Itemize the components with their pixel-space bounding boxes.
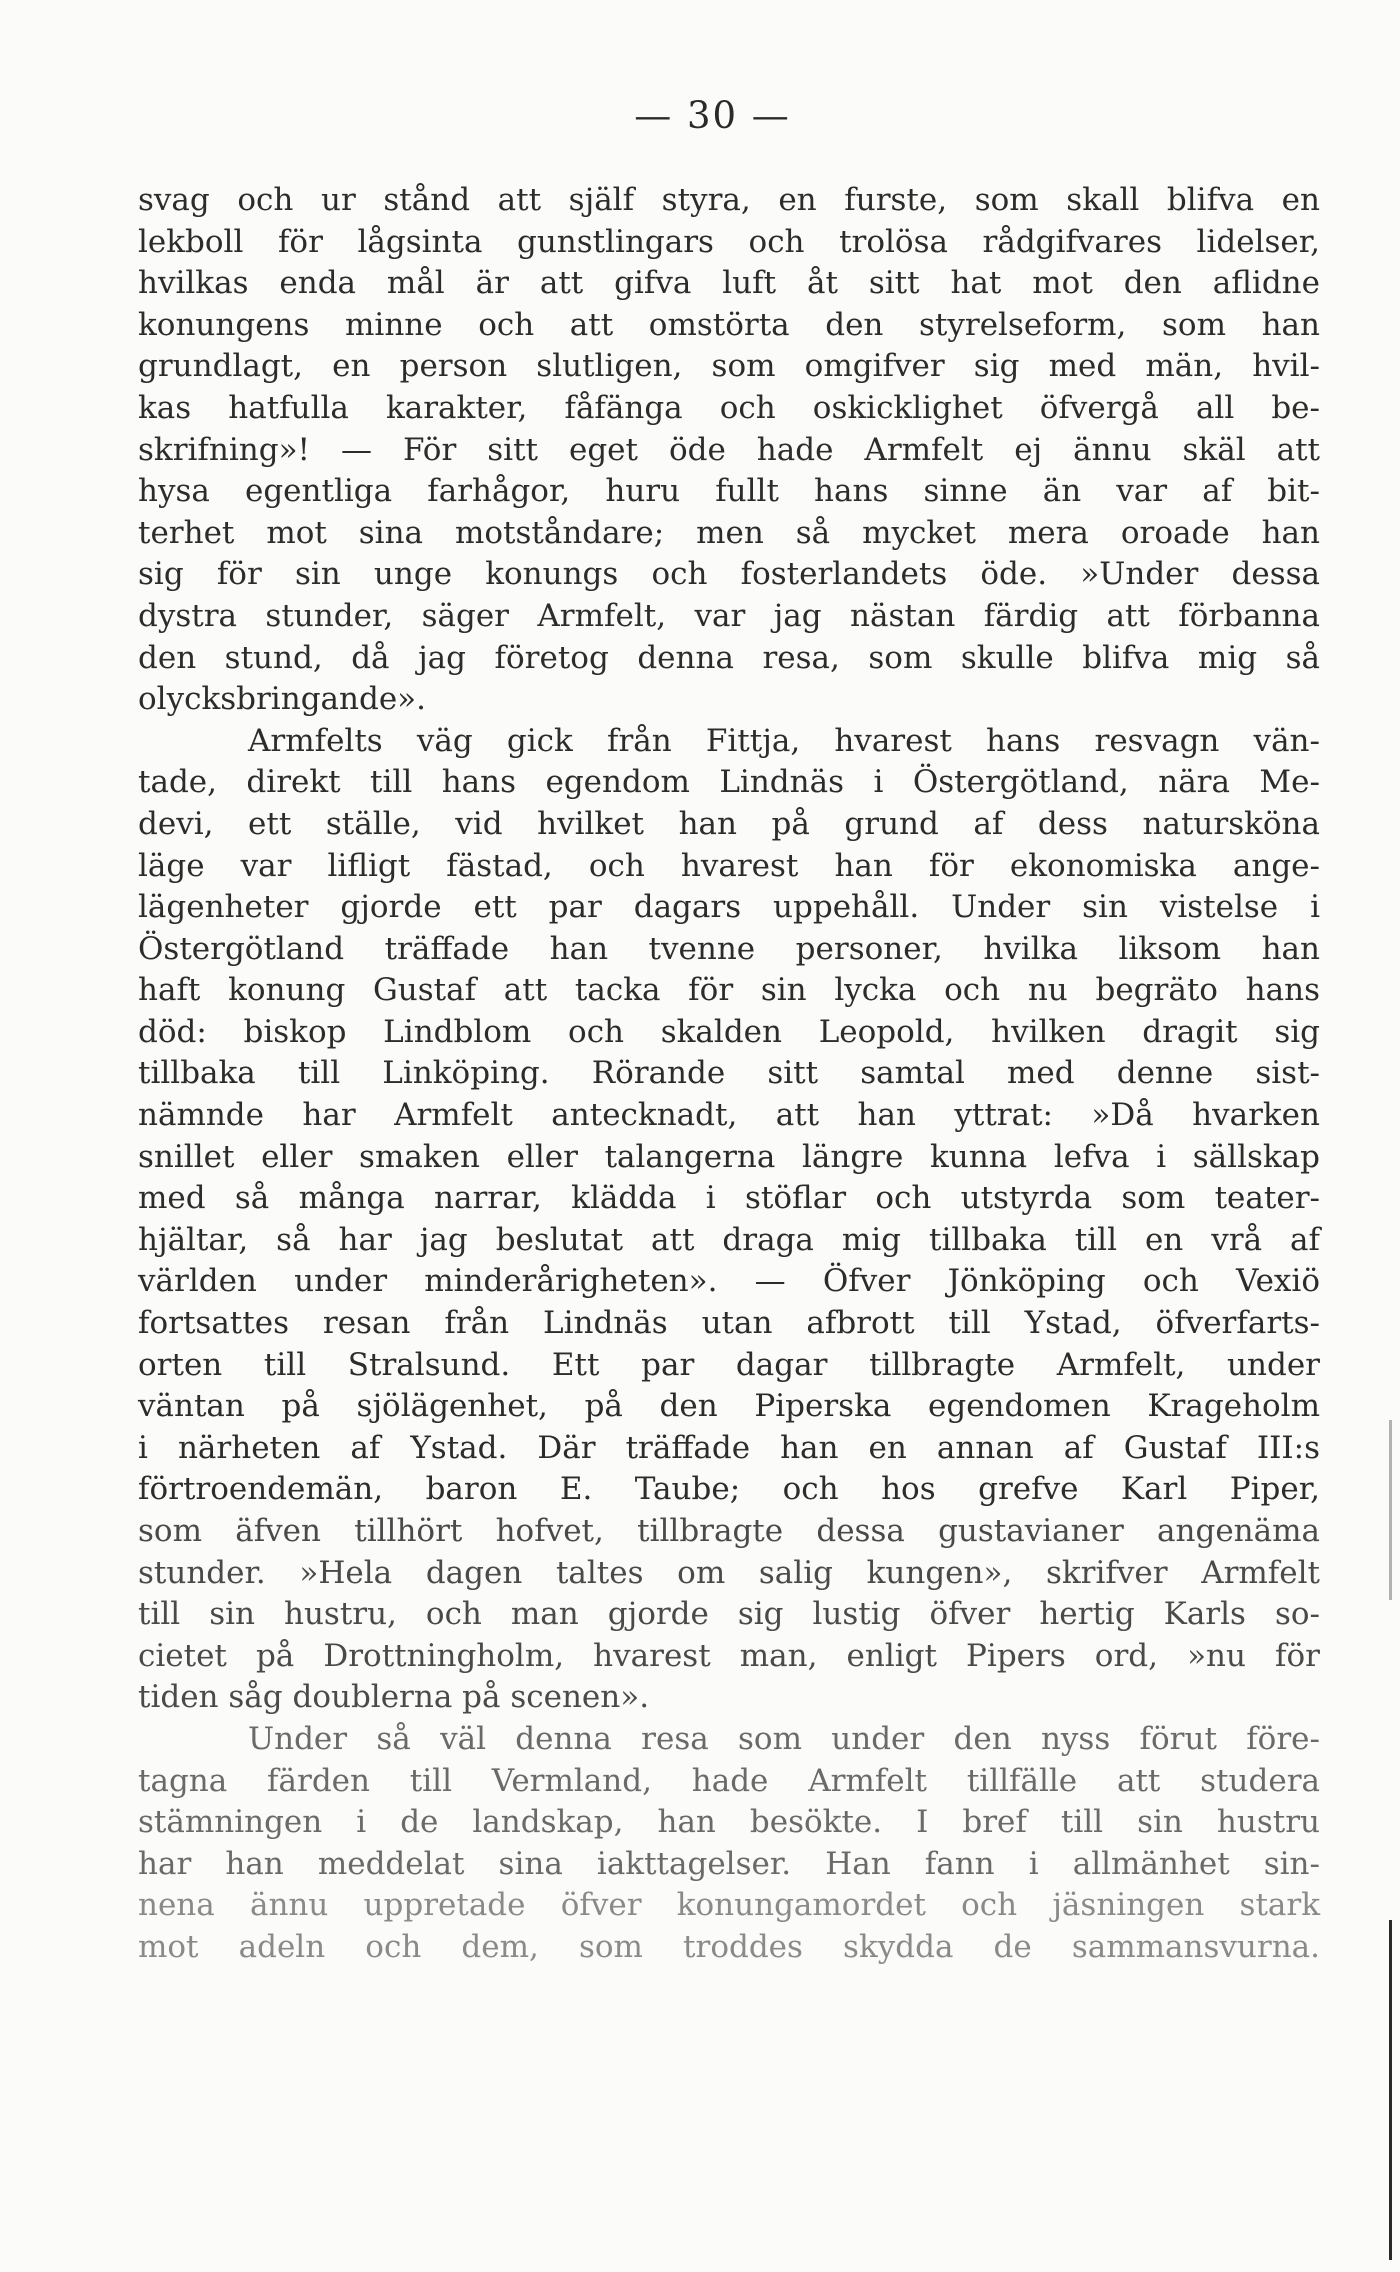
text-line: nämnde har Armfelt antecknadt, att han yttrat: »Då hvarken (138, 1097, 1320, 1134)
text-line: i närheten af Ystad. Där träffade han en annan af Gustaf III:s (138, 1429, 1320, 1466)
text-line: förtroendemän, baron E. Taube; och hos grefve Karl Piper, (138, 1471, 1320, 1508)
text-line: fortsattes resan från Lindnäs utan afbrott till Ystad, öfverfarts- (138, 1305, 1320, 1342)
text-line: svag och ur stånd att själf styra, en furste, som skall blifva en (138, 182, 1320, 218)
text-line: den stund, då jag företog denna resa, som skulle blifva mig så (138, 639, 1320, 676)
body-text (138, 180, 1320, 1969)
text-line: väntan på sjölägenhet, på den Piperska egendomen Krageholm (138, 1388, 1320, 1425)
text-line: mot adeln och dem, som troddes skydda de sammansvurna. (138, 1928, 1320, 1965)
text-line: till sin hustru, och man gjorde sig lustig öfver hertig Karls so- (138, 1596, 1320, 1633)
text-line: haft konung Gustaf att tacka för sin lycka och nu begräto hans (138, 972, 1320, 1009)
text-line: tillbaka till Linköping. Rörande sitt samtal med denne sist- (138, 1055, 1320, 1092)
text-line: stunder. »Hela dagen taltes om salig kungen», skrifver Armfelt (138, 1554, 1320, 1591)
text-line: nena ännu uppretade öfver konungamordet och jäsningen stark (138, 1887, 1320, 1924)
text-line: lägenheter gjorde ett par dagars uppehåll. Under sin vistelse i (138, 889, 1320, 926)
text-line: världen under minderårigheten». — Öfver Jönköping och Vexiö (138, 1263, 1320, 1300)
text-line: tagna färden till Vermland, hade Armfelt tillfälle att studera (138, 1762, 1320, 1799)
text-line: dystra stunder, säger Armfelt, var jag nästan färdig att förbanna (138, 597, 1320, 634)
text-line: stämningen i de landskap, han besökte. I bref till sin hustru (138, 1804, 1320, 1841)
page-number: — 30 — (634, 94, 791, 137)
text-line: läge var lifligt fästad, och hvarest han för ekonomiska ange- (138, 847, 1320, 884)
text-line: tiden såg doublerna på scenen». (138, 1679, 650, 1716)
text-line: orten till Stralsund. Ett par dagar tillbragte Armfelt, under (138, 1346, 1320, 1383)
text-line: Östergötland träffade han tvenne personer, hvilka liksom han (138, 930, 1320, 967)
text-line: hysa egentliga farhågor, huru fullt hans sinne än var af bit- (138, 473, 1320, 510)
text-line: hvilkas enda mål är att gifva luft åt sitt hat mot den aflidne (138, 265, 1320, 302)
page-edge-mark (1389, 1920, 1392, 2260)
text-line: kas hatfulla karakter, fåfänga och oskicklighet öfvergå all be- (138, 389, 1320, 426)
text-line: som äfven tillhört hofvet, tillbragte dessa gustavianer angenäma (138, 1513, 1320, 1549)
text-line: lekboll för lågsinta gunstlingars och trolösa rådgifvares lidelser, (138, 223, 1320, 260)
text-line: sig för sin unge konungs och fosterlandets öde. »Under dessa (138, 556, 1320, 593)
text-line: med så många narrar, klädda i stöflar och utstyrda som teater- (138, 1180, 1320, 1217)
text-line: död: biskop Lindblom och skalden Leopold, hvilken dragit sig (138, 1013, 1320, 1050)
text-line: Under så väl denna resa som under den nyss förut före- (248, 1720, 1320, 1757)
text-line: skrifning»! — För sitt eget öde hade Armfelt ej ännu skäl att (138, 431, 1320, 468)
text-line: grundlagt, en person slutligen, som omgifver sig med män, hvil- (138, 348, 1320, 385)
text-line: devi, ett ställe, vid hvilket han på grund af dess natursköna (138, 805, 1320, 842)
text-line: olycksbringande». (138, 681, 426, 718)
text-line: konungens minne och att omstörta den styrelseform, som han (138, 306, 1320, 343)
text-line: har han meddelat sina iakttagelser. Han fann i allmänhet sin- (138, 1845, 1320, 1882)
text-line: snillet eller smaken eller talangerna längre kunna lefva i sällskap (138, 1138, 1320, 1175)
text-line: terhet mot sina motståndare; men så mycket mera oroade han (138, 514, 1320, 551)
text-line: hjältar, så har jag beslutat att draga mig tillbaka till en vrå af (138, 1221, 1320, 1258)
text-line: tade, direkt till hans egendom Lindnäs i Östergötland, nära Me- (138, 764, 1320, 801)
text-line: cietet på Drottningholm, hvarest man, enligt Pipers ord, »nu för (138, 1637, 1320, 1674)
text-line: Armfelts väg gick från Fittja, hvarest hans resvagn vän- (248, 722, 1320, 759)
page-edge-mark (1389, 1420, 1392, 1600)
